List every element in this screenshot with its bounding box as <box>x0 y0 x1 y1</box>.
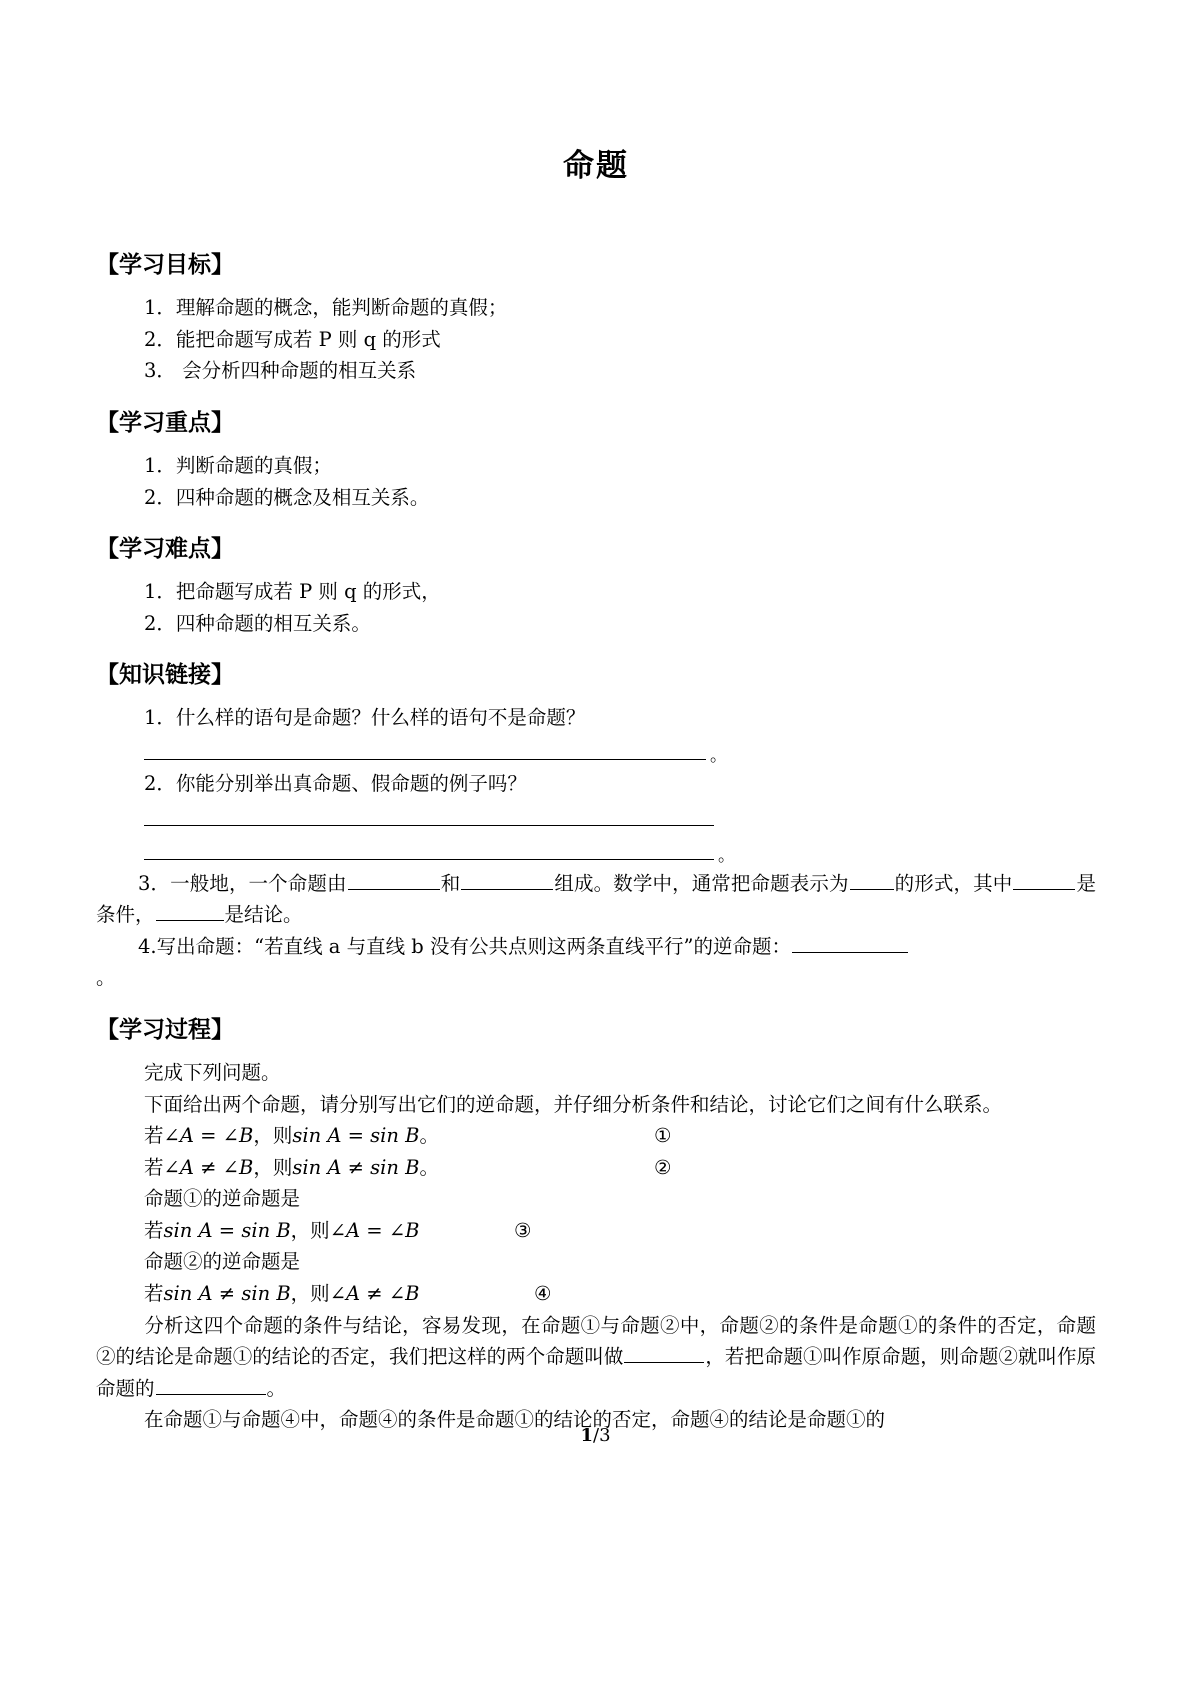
knowledge-question-4 <box>96 931 1096 963</box>
answer-blank-line[interactable] <box>96 734 1096 768</box>
fill-blank[interactable] <box>792 932 908 953</box>
section-heading-objectives: 【学习目标】 <box>96 251 234 279</box>
q3-text-part5: 是条件， <box>96 871 1096 927</box>
prop1-condition: ∠A = ∠B <box>163 1124 254 1148</box>
section-heading-learning-process: 【学习过程】 <box>96 1015 234 1043</box>
fill-blank[interactable] <box>850 869 894 890</box>
answer-blank-line[interactable] <box>96 834 1096 868</box>
q3-text-part3: 组成。数学中，通常把命题表示为 <box>554 871 849 895</box>
fill-blank[interactable] <box>1013 869 1075 890</box>
knowledge-question-1: 1．什么样的语句是命题？什么样的语句不是命题？ <box>144 706 586 730</box>
proposition-3 <box>96 1215 1096 1247</box>
spacer <box>96 690 1096 702</box>
proposition-4 <box>96 1278 1096 1310</box>
q3-text-part4: 的形式，其中 <box>894 871 1013 895</box>
prop1-tag: ① <box>654 1124 672 1148</box>
list-item: 3． 会分析四种命题的相互关系 <box>144 359 417 383</box>
spacer <box>96 229 1096 249</box>
list-item: 1．理解命题的概念，能判断命题的真假； <box>144 296 508 320</box>
prop2-condition: ∠A ≠ ∠B <box>163 1155 254 1179</box>
blank-rule <box>144 759 706 760</box>
prop4-condition: sin A ≠ sin B <box>163 1281 291 1305</box>
prop3-conclusion: ∠A = ∠B <box>329 1218 420 1242</box>
fill-blank[interactable] <box>156 900 224 921</box>
prop4-conclusion: ∠A ≠ ∠B <box>329 1281 420 1305</box>
prop2-end: 。 <box>419 1155 440 1179</box>
list-item: 2．四种命题的概念及相互关系。 <box>144 485 430 509</box>
difficulties-list <box>96 576 1096 639</box>
list-item: 1．把命题写成若 P 则 q 的形式， <box>144 580 441 604</box>
footer-total-pages: 3 <box>599 1425 611 1446</box>
prop4-prefix: 若 <box>144 1281 164 1305</box>
knowledge-question-4-end: 。 <box>96 966 116 990</box>
blank-end-mark: 。 <box>718 845 735 866</box>
prop1-mid: ，则 <box>253 1124 293 1148</box>
analysis-part1: 分析这四个命题的条件与结论，容易发现，在命题①与命题②中，命题②的条件是命题①的条件的否定，命题②的结论是命题①的结论的否定，我们把这样的两个命题叫做 <box>96 1313 1096 1369</box>
list-item: 2．四种命题的相互关系。 <box>144 611 371 635</box>
analysis-part3: 。 <box>266 1376 287 1400</box>
key-points-list <box>96 450 1096 513</box>
q3-text-part2: 和 <box>440 871 461 895</box>
spacer <box>96 513 1096 533</box>
footer-separator: / <box>593 1425 600 1446</box>
blank-rule <box>144 825 714 826</box>
analysis-paragraph <box>96 1310 1096 1405</box>
section-heading-knowledge-link: 【知识链接】 <box>96 661 234 689</box>
prop3-mid: ，则 <box>290 1218 330 1242</box>
prop3-prefix: 若 <box>144 1218 164 1242</box>
section-heading-difficulties: 【学习难点】 <box>96 535 234 563</box>
analysis-last-paragraph: 在命题①与命题④中，命题④的条件是命题①的结论的否定，命题④的结论是命题①的 <box>144 1408 886 1432</box>
fill-blank[interactable] <box>624 1342 704 1363</box>
prop2-tag: ② <box>654 1155 672 1179</box>
prop3-condition: sin A = sin B <box>163 1218 291 1242</box>
spacer <box>96 387 1096 407</box>
knowledge-question-3 <box>96 868 1096 931</box>
prop2-prefix: 若 <box>144 1155 164 1179</box>
prop4-mid: ，则 <box>290 1281 330 1305</box>
prop1-prefix: 若 <box>144 1124 164 1148</box>
prop2-mid: ，则 <box>253 1155 293 1179</box>
section-heading-key-points: 【学习重点】 <box>96 408 234 436</box>
spacer <box>96 185 1096 229</box>
list-item: 2．能把命题写成若 P 则 q 的形式 <box>144 327 441 351</box>
answer-blank-line[interactable] <box>96 800 1096 834</box>
proposition-1 <box>96 1120 1096 1152</box>
q3-text-part1: 3．一般地，一个命题由 <box>138 871 347 895</box>
prop4-tag: ④ <box>534 1281 552 1305</box>
spacer <box>96 1045 1096 1057</box>
spacer <box>96 280 1096 292</box>
page-content <box>96 0 1096 1436</box>
spacer <box>96 438 1096 450</box>
q3-text-part6: 是结论。 <box>224 903 303 927</box>
converse-2-label: 命题②的逆命题是 <box>144 1250 301 1274</box>
footer-current-page: 1 <box>580 1425 593 1446</box>
spacer <box>96 564 1096 576</box>
blank-rule <box>144 859 714 860</box>
process-intro-2: 下面给出两个命题，请分别写出它们的逆命题，并仔细分析条件和结论，讨论它们之间有什么联系。 <box>144 1092 1003 1116</box>
q4-text-part1: 4.写出命题：“若直线 a 与直线 b 没有公共点则这两条直线平行”的逆命题： <box>138 934 791 958</box>
spacer <box>96 994 1096 1014</box>
list-item: 1．判断命题的真假； <box>144 454 332 478</box>
page-title: 命题 <box>563 148 629 184</box>
knowledge-question-2: 2．你能分别举出真命题、假命题的例子吗？ <box>144 772 527 795</box>
blank-end-mark: 。 <box>710 746 727 766</box>
prop2-conclusion: sin A ≠ sin B <box>292 1155 420 1179</box>
fill-blank[interactable] <box>461 869 553 890</box>
converse-1-label: 命题①的逆命题是 <box>144 1187 301 1211</box>
page-footer <box>0 1425 1191 1446</box>
prop3-tag: ③ <box>514 1218 532 1242</box>
analysis-part2: ，若把命题①叫作原命题，则命题②就叫作原命题的 <box>96 1345 1096 1400</box>
fill-blank[interactable] <box>348 869 440 890</box>
objectives-list <box>96 292 1096 387</box>
process-intro-1: 完成下列问题。 <box>144 1060 281 1084</box>
spacer <box>96 639 1096 659</box>
prop1-conclusion: sin A = sin B <box>292 1124 420 1148</box>
fill-blank[interactable] <box>156 1374 266 1395</box>
proposition-2 <box>96 1152 1096 1184</box>
prop1-end: 。 <box>419 1124 440 1148</box>
